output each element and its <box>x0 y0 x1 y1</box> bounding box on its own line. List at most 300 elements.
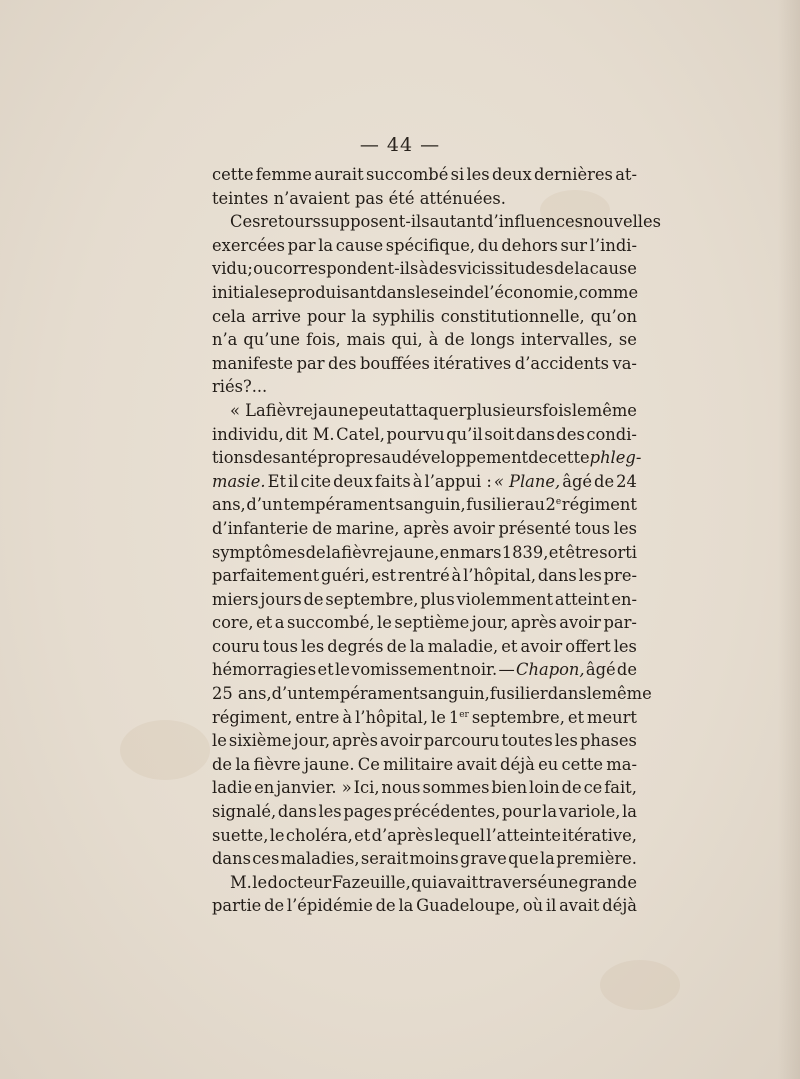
word: à <box>428 330 439 350</box>
text-line <box>212 658 637 682</box>
word: Ces <box>230 212 261 232</box>
text-line <box>212 682 652 706</box>
word: individu, <box>212 424 284 444</box>
word: sixième <box>228 731 292 751</box>
word: parcouru <box>423 731 500 751</box>
word: janvier. » <box>276 778 352 798</box>
word: santé <box>272 448 318 468</box>
word: développement <box>401 448 529 468</box>
text-line <box>212 517 637 541</box>
word: nouvelles <box>582 212 661 232</box>
word: il <box>288 471 299 491</box>
word: au <box>524 495 545 515</box>
word: la <box>318 235 334 255</box>
text-line <box>212 305 637 329</box>
word: hémorragies <box>212 660 317 680</box>
word: à <box>451 566 462 586</box>
word: serait <box>360 849 409 869</box>
word: fièvre <box>265 400 313 420</box>
word: va- <box>612 353 637 373</box>
word: à <box>412 471 423 491</box>
word: avait <box>437 872 479 892</box>
word: signalé, <box>212 802 277 822</box>
word: loin <box>529 778 560 798</box>
word: militaire <box>383 754 454 774</box>
word: été <box>388 188 415 208</box>
word: de <box>561 778 582 798</box>
word: déjà <box>602 896 637 916</box>
word: 1er <box>448 707 469 727</box>
word: le <box>335 660 350 680</box>
word: tempérament <box>308 684 420 704</box>
paper-stain <box>120 720 210 780</box>
word: phases <box>579 731 637 751</box>
word: la <box>622 802 637 822</box>
word: grande <box>578 872 637 892</box>
word: pas <box>354 188 384 208</box>
text-line <box>212 541 637 565</box>
word: par <box>287 235 316 255</box>
text-line <box>212 163 637 187</box>
word: la <box>235 754 251 774</box>
word: pourvu <box>386 424 445 444</box>
word: produisant <box>287 282 377 302</box>
word: ces <box>252 849 280 869</box>
word: régiment <box>561 495 637 515</box>
word: la <box>409 636 425 656</box>
text-line <box>212 776 637 800</box>
word: couru <box>212 636 260 656</box>
word: n’avaient <box>273 188 350 208</box>
word: degrés <box>327 636 384 656</box>
word: pre- <box>603 566 637 586</box>
word: variole, <box>558 802 621 822</box>
word: succombé <box>365 165 449 184</box>
word: avoir <box>380 731 422 751</box>
word: teintes <box>212 188 269 208</box>
word: guéri, <box>320 566 370 586</box>
word: au <box>381 448 402 468</box>
word: dans <box>547 684 587 704</box>
word: aurait <box>314 165 364 184</box>
word: riés?... <box>212 377 268 397</box>
word: par <box>296 353 325 373</box>
word: de <box>616 660 637 680</box>
text-line <box>212 729 637 753</box>
word: sein <box>430 282 464 302</box>
word: avait <box>559 896 600 916</box>
page-number: — 44 — <box>359 134 441 156</box>
word: d’infanterie <box>212 518 309 538</box>
word: bouffées <box>359 353 430 373</box>
word: septembre, <box>471 707 565 727</box>
word: tous <box>262 636 298 656</box>
text-line <box>212 706 637 730</box>
word: sommes <box>422 778 490 798</box>
text-line <box>212 187 637 211</box>
word: meurt <box>587 707 637 727</box>
word: le <box>586 684 602 704</box>
word: ou <box>253 259 274 279</box>
word: de <box>252 448 273 468</box>
word: et <box>256 613 273 633</box>
text-line <box>212 352 637 376</box>
word: toutes <box>501 731 553 751</box>
word: qu’on <box>590 306 637 326</box>
word: et <box>548 542 565 562</box>
word: noir. <box>460 660 498 680</box>
word: fusilier <box>489 684 548 704</box>
word: qu’une <box>243 330 301 350</box>
word: vidu; <box>212 259 253 279</box>
word: se <box>269 282 288 302</box>
word: qu’il <box>446 424 483 444</box>
text-line <box>212 328 637 352</box>
word: se <box>618 330 637 350</box>
word: pour <box>502 802 541 822</box>
word: faits <box>374 471 411 491</box>
text-line <box>212 257 637 281</box>
word: — <box>498 660 515 680</box>
word: la <box>351 306 367 326</box>
word: syphilis <box>372 306 435 326</box>
word: cela <box>212 306 246 326</box>
word: de <box>553 259 575 279</box>
word: la <box>398 896 414 916</box>
word: autant <box>429 212 484 232</box>
word: eu <box>538 754 559 774</box>
word: fois <box>542 400 572 420</box>
word: après <box>332 731 378 751</box>
word: et <box>354 825 371 845</box>
word: fusilier <box>466 495 525 515</box>
word: soit <box>484 424 515 444</box>
word: initiale <box>212 282 270 302</box>
word: dans <box>537 566 577 586</box>
word: en- <box>611 589 637 609</box>
word: a <box>274 613 285 633</box>
word: jours <box>260 589 302 609</box>
word: spécifique, <box>385 235 476 255</box>
word: précédentes, <box>393 802 501 822</box>
word: pour <box>306 306 346 326</box>
paper-stain <box>600 960 680 1010</box>
text-line <box>212 753 637 777</box>
word: en <box>254 778 275 798</box>
word: à <box>342 707 353 727</box>
word: où <box>522 896 544 916</box>
word: supposent-ils <box>320 212 430 232</box>
word: dans <box>376 282 416 302</box>
word: l’économie, <box>484 282 579 302</box>
word: de <box>303 589 324 609</box>
text-line <box>212 423 637 447</box>
word: cite <box>300 471 332 491</box>
word: docteur <box>267 872 332 892</box>
word: les <box>554 731 578 751</box>
word: les <box>578 566 602 586</box>
word: des <box>428 259 458 279</box>
word: âgé <box>562 471 592 491</box>
text-line <box>212 564 637 588</box>
word: fait, <box>604 778 637 798</box>
word: moins <box>409 849 459 869</box>
word: cette <box>212 165 254 184</box>
word: dit M. <box>285 424 335 444</box>
word: femme <box>255 165 312 184</box>
word: Fazeuille, <box>331 872 411 892</box>
word: si <box>450 165 465 184</box>
word: peut <box>358 400 396 420</box>
word: le <box>252 872 268 892</box>
word: l’indi- <box>589 235 637 255</box>
text-line <box>212 824 637 848</box>
word: offert <box>565 636 611 656</box>
word: il <box>545 896 557 916</box>
word: de <box>444 330 465 350</box>
word: des <box>328 353 357 373</box>
word: le <box>571 400 587 420</box>
word: maladies, <box>280 849 360 869</box>
word: atteint <box>554 589 610 609</box>
word: en <box>439 542 460 562</box>
word: l’atteinte <box>486 825 561 845</box>
word: les <box>301 636 325 656</box>
word: le <box>377 613 392 633</box>
word: avoir <box>559 613 601 633</box>
text-line <box>212 800 637 824</box>
word: d’un <box>246 495 283 515</box>
text-line <box>212 470 637 494</box>
text-line <box>212 871 637 895</box>
word: parfaitement <box>212 566 320 586</box>
word: l’hôpital, <box>463 566 536 586</box>
word: sanguin, <box>419 684 490 704</box>
word: des <box>556 424 585 444</box>
word: n’a <box>212 330 238 350</box>
word: de <box>386 636 407 656</box>
word: nous <box>381 778 421 798</box>
word: même <box>586 400 637 420</box>
word: cette <box>548 448 590 468</box>
word: de <box>264 896 285 916</box>
word: correspondent-ils <box>273 259 419 279</box>
word: tempérament <box>283 495 395 515</box>
word: phleg- <box>589 448 642 468</box>
word: après <box>510 613 557 633</box>
word: dernières <box>533 165 613 184</box>
word: cause <box>335 235 384 255</box>
word: vicissitudes <box>457 259 554 279</box>
word: cause <box>589 259 637 279</box>
word: d’influences <box>483 212 583 232</box>
word: présenté <box>498 518 571 538</box>
word: plusieurs <box>466 400 543 420</box>
word: Chapon, <box>516 660 585 680</box>
word: lequel <box>434 825 485 845</box>
word: la <box>539 849 555 869</box>
word: deux <box>333 471 373 491</box>
word: cette <box>561 754 604 774</box>
word: tous <box>574 518 610 538</box>
word: ans, <box>212 495 246 515</box>
word: tions <box>212 448 253 468</box>
word: ce <box>583 778 603 798</box>
word: avoir <box>520 636 563 656</box>
text-line <box>212 234 637 258</box>
word: déjà <box>500 754 535 774</box>
word: constitutionnelle, <box>440 306 585 326</box>
word: vomissement <box>351 660 460 680</box>
word: core, <box>212 613 254 633</box>
word: et <box>567 707 585 727</box>
word: sanguin, <box>395 495 466 515</box>
word: condi- <box>586 424 637 444</box>
word: de <box>594 471 615 491</box>
word: sur <box>560 235 588 255</box>
word: symptômes <box>212 542 306 562</box>
text-line <box>212 446 642 470</box>
text-line <box>212 210 661 234</box>
text-line <box>212 588 637 612</box>
word: l’épidémie <box>286 896 373 916</box>
word: les <box>318 802 342 822</box>
word: 24 <box>616 471 637 491</box>
word: exercées <box>212 235 285 255</box>
word: Et <box>267 471 287 491</box>
word: Guadeloupe, <box>416 896 521 916</box>
word: sorti <box>599 542 637 562</box>
word: atténuées. <box>419 188 506 208</box>
word: « La <box>230 400 266 420</box>
body-text <box>212 163 661 918</box>
word: partie <box>212 896 262 916</box>
word: même <box>601 684 652 704</box>
word: jaune. <box>303 754 355 774</box>
word: manifeste <box>212 353 294 373</box>
word: la <box>574 259 590 279</box>
word: être <box>565 542 599 562</box>
word: avait <box>456 754 497 774</box>
word: maladie, <box>427 636 499 656</box>
word: septembre, <box>325 589 419 609</box>
word: masie. <box>212 471 266 491</box>
word: de <box>312 518 333 538</box>
word: avoir <box>452 518 495 538</box>
word: et <box>501 636 518 656</box>
word: une <box>547 872 579 892</box>
word: jaune, <box>388 542 440 562</box>
word: du <box>477 235 499 255</box>
word: propres <box>317 448 382 468</box>
word: jour, <box>471 613 509 633</box>
word: l’hôpital, <box>355 707 429 727</box>
word: le <box>269 825 285 845</box>
word: le <box>431 707 446 727</box>
word: âgé <box>585 660 616 680</box>
text-line <box>212 375 637 399</box>
word: et <box>317 660 334 680</box>
word: fièvre <box>253 754 301 774</box>
word: première. <box>556 849 637 869</box>
word: à <box>418 259 429 279</box>
word: les <box>466 165 490 184</box>
word: dans <box>212 849 251 869</box>
word: les <box>613 636 637 656</box>
text-line <box>212 847 637 871</box>
word: par- <box>603 613 637 633</box>
word: fois, <box>306 330 341 350</box>
word: l’appui : <box>424 471 492 491</box>
word: ladie <box>212 778 253 798</box>
word: comme <box>578 282 639 302</box>
word: entre <box>295 707 340 727</box>
word: 2e <box>545 495 562 515</box>
text-line <box>212 894 637 918</box>
word: grave <box>460 849 507 869</box>
word: la <box>542 802 558 822</box>
word: dehors <box>501 235 558 255</box>
word: est <box>371 566 397 586</box>
word: de <box>463 282 484 302</box>
page-edge-shadow <box>778 0 800 1079</box>
word: marine, <box>336 518 400 538</box>
text-line <box>212 281 637 305</box>
word: mais <box>346 330 386 350</box>
word: régiment, <box>212 707 293 727</box>
word: les <box>613 518 637 538</box>
word: le <box>415 282 431 302</box>
word: M. <box>230 872 252 892</box>
word: la <box>325 542 341 562</box>
word: septième <box>394 613 470 633</box>
word: intervalles, <box>520 330 613 350</box>
word: d’un <box>271 684 309 704</box>
word: après <box>403 518 450 538</box>
word: itérative, <box>562 825 637 845</box>
word: arrive <box>251 306 301 326</box>
word: de <box>528 448 549 468</box>
word: at- <box>615 165 637 184</box>
word: d’accidents <box>514 353 609 373</box>
word: de <box>305 542 326 562</box>
word: que <box>508 849 539 869</box>
word: violemment <box>456 589 554 609</box>
text-line <box>212 493 637 517</box>
word: pages <box>343 802 392 822</box>
word: de <box>212 754 233 774</box>
word: « Plane, <box>493 471 561 491</box>
word: 25 ans, <box>212 684 272 704</box>
word: mars <box>460 542 502 562</box>
word: qui <box>411 872 438 892</box>
word: de <box>375 896 396 916</box>
word: bien <box>491 778 528 798</box>
word: itératives <box>433 353 512 373</box>
word: dans <box>277 802 317 822</box>
word: 1839, <box>501 542 549 562</box>
word: Catel, <box>336 424 385 444</box>
word: rentré <box>397 566 450 586</box>
word: fièvre <box>341 542 389 562</box>
word: attaquer <box>395 400 467 420</box>
text-line <box>212 399 637 423</box>
word: suette, <box>212 825 269 845</box>
word: succombé, <box>286 613 375 633</box>
word: ma- <box>606 754 637 774</box>
word: qui, <box>391 330 423 350</box>
word: Ici, <box>353 778 380 798</box>
